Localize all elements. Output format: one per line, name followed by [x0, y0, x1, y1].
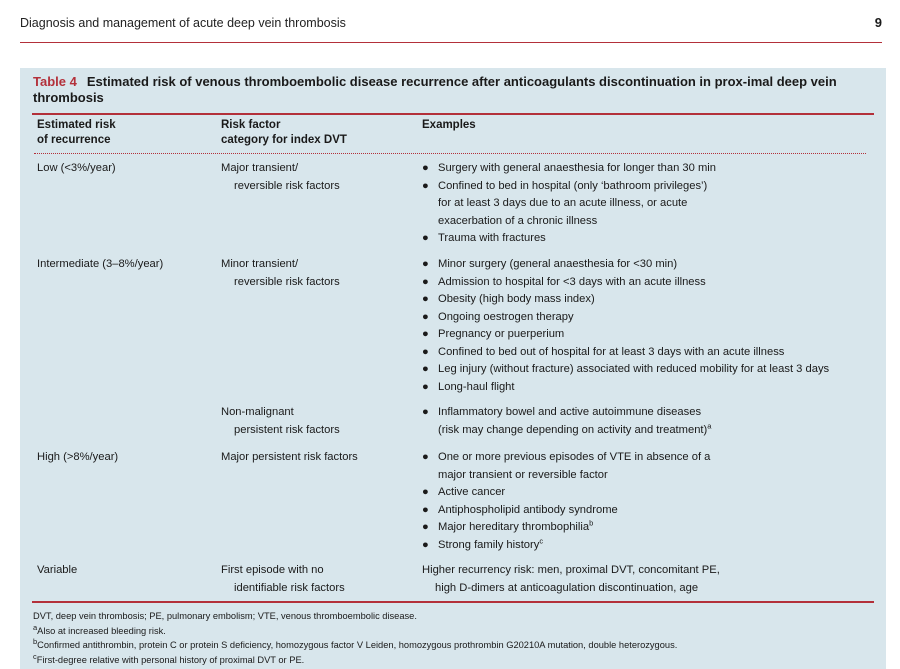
row-low-examples	[422, 160, 882, 248]
list-item: ● Long-haul flight	[422, 379, 882, 397]
list-item: ● Active cancer	[422, 484, 882, 502]
row-low-risk: Low (<3%/year)	[37, 162, 116, 174]
list-item: ● Confined to bed in hospital (only ‘bathroom privileges’) for at least 3 days due to an acute illness, or acute exacerbation of a chronic illness	[422, 179, 708, 227]
bullet-icon: ●	[422, 451, 429, 463]
list-item: ● Confined to bed out of hospital for at least 3 days with an acute illness	[422, 344, 882, 362]
bullet-icon: ●	[422, 345, 429, 358]
list-item: ● Admission to hospital for <3 days with an acute illness	[422, 274, 882, 292]
row-variable-category: First episode with no identifiable risk factors	[221, 564, 345, 594]
header-rule	[20, 42, 882, 43]
footnote-a: $^a$Also at increased bleeding risk.	[33, 622, 166, 636]
bullet-icon: ●	[422, 406, 429, 418]
list-item: ● Minor surgery (general anaesthesia for <30 min)	[422, 256, 882, 274]
header-examples: Examples	[422, 119, 476, 131]
bullet-icon: ●	[422, 293, 429, 305]
list-item: ● Obesity (high body mass index)	[422, 291, 882, 309]
bullet-icon: ●	[422, 179, 429, 192]
table-label: Table 4	[33, 74, 77, 89]
header-risk-factor-category: Risk factor category for index DVT	[221, 119, 347, 146]
bullet-icon: ●	[422, 232, 429, 244]
bullet-icon: ●	[422, 380, 429, 393]
table-bottom-rule	[32, 601, 874, 603]
row-nonmalignant-examples	[422, 404, 882, 439]
list-item: ● Inflammatory bowel and active autoimmune diseases (risk may change depending on activity and treatment)$^a$	[422, 406, 712, 436]
list-item: ● One or more previous episodes of VTE in absence of a major transient or reversible factor	[422, 451, 711, 481]
row-intermediate-category: Minor transient/ reversible risk factors	[221, 258, 340, 288]
table-top-rule	[32, 113, 874, 115]
row-high-category: Major persistent risk factors	[221, 451, 358, 463]
header-dotted-rule	[34, 153, 866, 154]
bullet-icon: ●	[422, 521, 429, 533]
row-low-category: Major transient/ reversible risk factors	[221, 162, 340, 192]
header-estimated-risk: Estimated risk of recurrence	[37, 119, 116, 146]
list-item: ● Pregnancy or puerperium	[422, 326, 882, 344]
footnote-abbreviations: DVT, deep vein thrombosis; PE, pulmonary embolism; VTE, venous thromboembolic disease.	[33, 611, 417, 621]
bullet-icon: ●	[422, 310, 429, 323]
running-head: Diagnosis and management of acute deep vein thrombosis	[20, 16, 346, 30]
table-caption	[33, 74, 871, 106]
row-variable-risk: Variable	[37, 564, 78, 576]
list-item: ● Surgery with general anaesthesia for longer than 30 min	[422, 160, 882, 178]
bullet-icon: ●	[422, 258, 429, 270]
list-item: ● Strong family history$^c$	[422, 537, 882, 555]
row-nonmalignant-category: Non-malignant persistent risk factors	[221, 406, 340, 436]
row-variable-examples: Higher recurrency risk: men, proximal DVT, concomitant PE, high D-dimers at anticoagulation discontinuation, age	[422, 564, 720, 594]
bullet-icon: ●	[422, 275, 429, 288]
bullet-icon: ●	[422, 503, 429, 516]
table-panel	[20, 68, 886, 669]
table-title: Estimated risk of venous thromboembolic disease recurrence after anticoagulants discontinuation in prox-imal deep vein thrombosis	[33, 74, 837, 105]
row-intermediate-examples	[422, 256, 882, 396]
row-high-risk: High (>8%/year)	[37, 451, 119, 463]
list-item: ● Ongoing oestrogen therapy	[422, 309, 882, 327]
list-item: ● Antiphospholipid antibody syndrome	[422, 502, 882, 520]
list-item: ● Trauma with fractures	[422, 230, 882, 248]
list-item: ● Leg injury (without fracture) associated with reduced mobility for at least 3 days	[422, 361, 882, 379]
table-footnotes	[33, 609, 873, 667]
row-high-examples	[422, 449, 882, 554]
bullet-icon: ●	[422, 363, 429, 375]
bullet-icon: ●	[422, 538, 429, 551]
bullet-icon: ●	[422, 162, 429, 174]
row-intermediate-risk: Intermediate (3–8%/year)	[37, 258, 164, 270]
footnote-c: $^c$First-degree relative with personal history of proximal DVT or PE.	[33, 651, 305, 665]
footnote-b: $^b$Confirmed antithrombin, protein C or protein S deficiency, homozygous factor V Leiden, homozygous prothrombin G20210A mutation, double heterozygous.	[33, 636, 678, 650]
list-item: ● Major hereditary thrombophilia$^b$	[422, 519, 882, 537]
bullet-icon: ●	[422, 486, 429, 498]
page-number: 9	[874, 15, 882, 30]
bullet-icon: ●	[422, 328, 429, 340]
